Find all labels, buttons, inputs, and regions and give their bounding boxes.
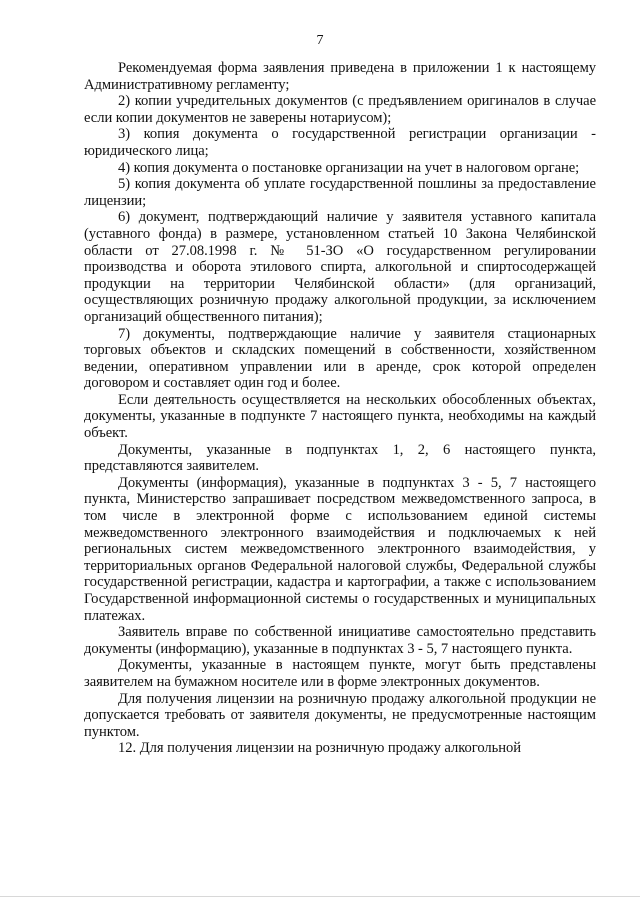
paragraph-multiple-objects: Если деятельность осуществляется на нескольких обособленных объектах, документы, указанные в подпункте 7 настоящего пункта, необходимы на каждый объект. bbox=[84, 391, 596, 442]
paragraph-own-initiative: Заявитель вправе по собственной инициативе самостоятельно представить документы (информацию), указанные в подпунктах 3 - 5, 7 настоящего пункта. bbox=[84, 624, 596, 657]
paragraph-item-7: 7) документы, подтверждающие наличие у заявителя стационарных торговых объектов и складских помещений в собственности, хозяйственном ведении, оперативном управлении или в аренде, срок которой определен договором и составляет один год и более. bbox=[84, 325, 596, 392]
page-bottom-divider bbox=[0, 896, 640, 897]
paragraph-item-4: 4) копия документа о постановке организации на учет в налоговом органе; bbox=[118, 159, 580, 176]
paragraph-applicant-documents: Документы, указанные в подпунктах 1, 2, 6 настоящего пункта, представляются заявителем. bbox=[84, 441, 596, 475]
page-number: 7 bbox=[316, 33, 324, 48]
paragraph-item-3: 3) копия документа о государственной регистрации организации - юридического лица; bbox=[84, 126, 596, 159]
paragraph-item-6: 6) документ, подтверждающий наличие у заявителя уставного капитала (уставного фонда) в размере, установленном статьей 10 Закона Челябинской области от 27.08.1998 г. № 51-ЗО «О государственном регулировании производства и оборота этилового спирта, алкогольной и спиртосодержащей продукции на территории Челябинской области» (для организаций, осуществляющих розничную продажу алкогольной продукции, за исключением организаций общественного питания); bbox=[84, 209, 596, 325]
paragraph-document-format: Документы, указанные в настоящем пункте, могут быть представлены заявителем на бумажном носителе или в форме электронных документов. bbox=[84, 657, 596, 690]
paragraph-application-form: Рекомендуемая форма заявления приведена в приложении 1 к настоящему Административному регламенту; bbox=[84, 60, 596, 93]
paragraph-item-5: 5) копия документа об уплате государственной пошлины за предоставление лицензии; bbox=[84, 176, 596, 209]
paragraph-item-12-start: 12. Для получения лицензии на розничную продажу алкогольной bbox=[118, 740, 521, 757]
paragraph-interagency-request: Документы (информация), указанные в подпунктах 3 - 5, 7 настоящего пункта, Министерство запрашивает посредством межведомственного запроса, в том числе в электронной форме с использованием единой системы межведомственного электронного взаимодействия и подключаемых к ней региональных систем межведомственного электронного взаимодействия, у территориальных органов Федеральной налоговой службы, Федеральной службы государственной регистрации, кадастра и картографии, а также с использованием Государственной информационной системы о государственных и муниципальных платежах. bbox=[84, 474, 596, 624]
paragraph-no-extra-documents: Для получения лицензии на розничную продажу алкогольной продукции не допускается требовать от заявителя документы, не предусмотренные настоящим пунктом. bbox=[84, 690, 596, 740]
paragraph-item-2: 2) копии учредительных документов (с предъявлением оригиналов в случае если копии документов не заверены нотариусом); bbox=[84, 93, 596, 126]
document-body bbox=[84, 60, 596, 757]
